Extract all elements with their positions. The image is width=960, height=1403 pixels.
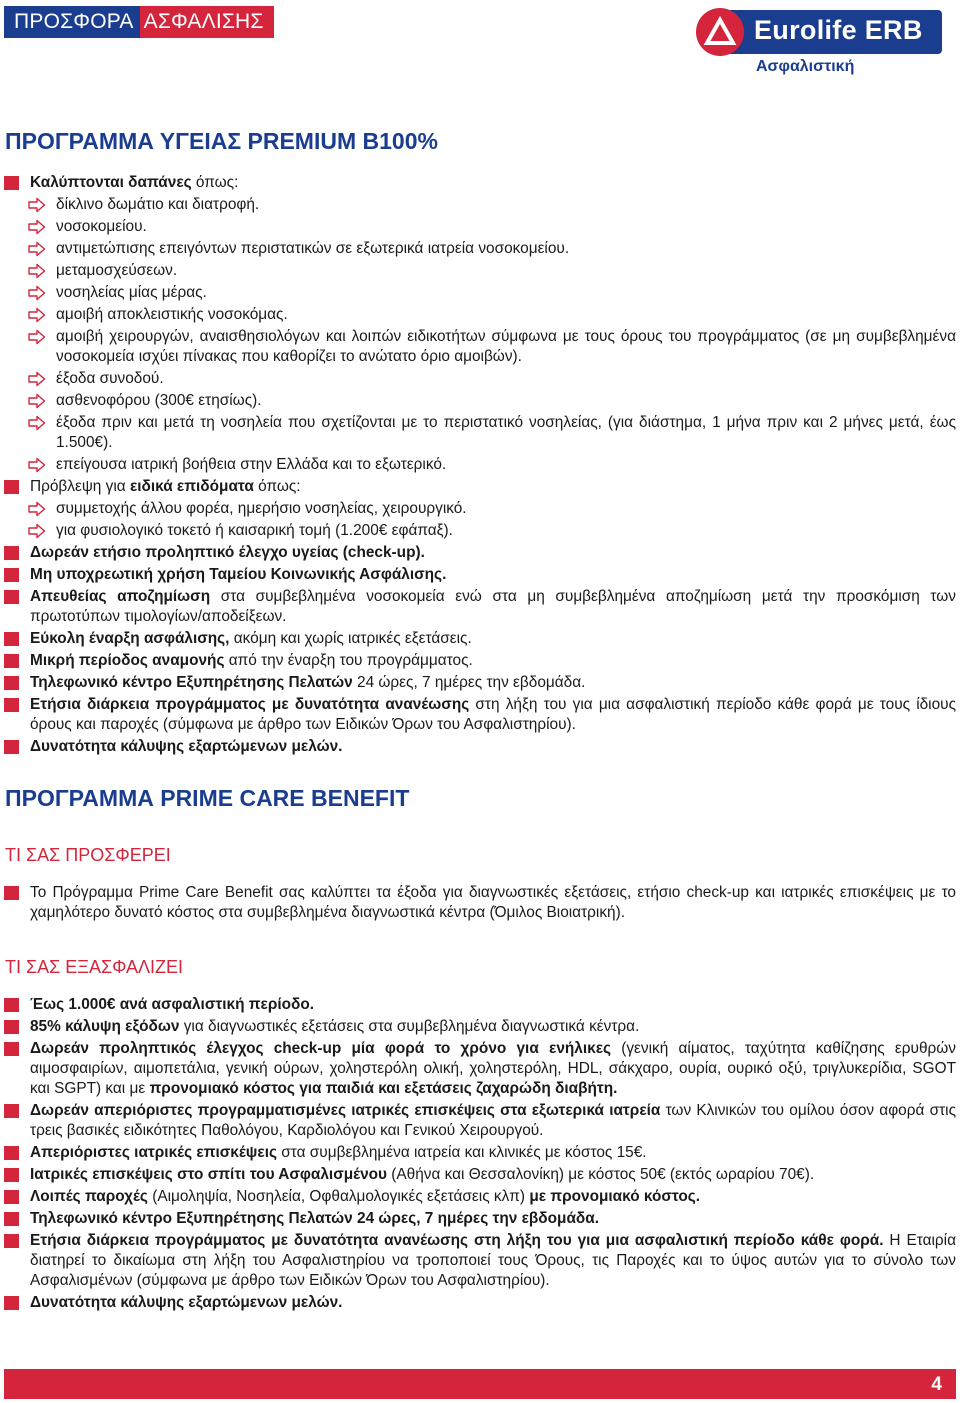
secures-heading: ΤΙ ΣΑΣ ΕΞΑΣΦΑΛΙΖΕΙ <box>5 957 183 977</box>
square-bullet-icon <box>4 1190 19 1204</box>
square-bullet-icon <box>4 590 19 604</box>
list-item: Έως 1.000€ ανά ασφαλιστική περίοδο. <box>4 995 956 1015</box>
sub-list-item-text: νοσοκομείου. <box>56 218 147 235</box>
page-number: 4 <box>931 1374 942 1395</box>
sub-list-item <box>4 327 956 367</box>
square-bullet-icon <box>4 546 19 560</box>
sub-list-item-text: έξοδα συνοδού. <box>56 370 164 387</box>
square-bullet-icon <box>4 998 19 1012</box>
list-item: Ιατρικές επισκέψεις στο σπίτι του Ασφαλισμένου (Αθήνα και Θεσσαλονίκη) με κόστος 50€ (εκτός ωραρίου 70€). <box>4 1165 956 1185</box>
arrow-bullet-icon <box>28 307 46 323</box>
sub-list-item-text: συμμετοχής άλλου φορέα, ημερήσιο νοσηλείας, χειρουργικό. <box>56 500 467 517</box>
square-bullet-icon <box>4 176 19 190</box>
list-item: Δωρεάν απεριόριστες προγραμματισμένες ιατρικές επισκέψεις στα εξωτερικά ιατρεία των Κλινικών του ομίλου όσον αφορά στις τρεις βασικές ειδικότητες Παθολόγου, Καρδιολόγου και Γενικού Χειρουργού. <box>4 1101 956 1141</box>
logo-emblem-icon <box>696 8 744 56</box>
sub-list-item <box>4 283 956 303</box>
arrow-bullet-icon <box>28 329 46 345</box>
arrow-bullet-icon <box>28 263 46 279</box>
square-bullet-icon <box>4 1146 19 1160</box>
sub-list-item-text: νοσηλείας μίας μέρας. <box>56 284 207 301</box>
eurolife-logo <box>696 8 946 78</box>
list-item: Απεριόριστες ιατρικές επισκέψεις στα συμβεβλημένα ιατρεία και κλινικές με κόστος 15€. <box>4 1143 956 1163</box>
square-bullet-icon <box>4 886 19 900</box>
banner-part-1: ΠΡΟΣΦΟΡΑ <box>4 6 140 38</box>
list-item: Δωρεάν ετήσιο προληπτικό έλεγχο υγείας (check-up). <box>4 543 956 563</box>
square-bullet-icon <box>4 480 19 494</box>
sub-list-item-text: δίκλινο δωμάτιο και διατροφή. <box>56 196 260 213</box>
sub-list-item <box>4 305 956 325</box>
sub-list-item-text: αντιμετώπισης επειγόντων περιστατικών σε εξωτερικά ιατρεία νοσοκομείου. <box>56 240 570 257</box>
sub-list-item-text: επείγουσα ιατρική βοήθεια στην Ελλάδα και το εξωτερικό. <box>56 456 447 473</box>
sub-list-item-text: αμοιβή αποκλειστικής νοσοκόμας. <box>56 306 288 323</box>
arrow-bullet-icon <box>28 523 46 539</box>
list-item: Το Πρόγραμμα Prime Care Benefit σας καλύπτει τα έξοδα για διαγνωστικές εξετάσεις, ετήσιο check-up και ιατρικές επισκέψεις με το χαμηλότερο δυνατό κόστος στα συμβεβλημένα διαγνωστικά κέντρα (Όμιλος Βιοιατρική). <box>4 883 956 923</box>
sub-list-item <box>4 521 956 541</box>
arrow-bullet-icon <box>28 457 46 473</box>
sub-list-item-text: αμοιβή χειρουργών, αναισθησιολόγων και λοιπών ειδικοτήτων σύμφωνα με τους όρους του προγράμματος (σε μη συμβεβλημένα νοσοκομεία ισχύει πίνακας που καθορίζει το ανώτατο όριο αμοιβών). <box>56 328 956 365</box>
sub-list-item <box>4 413 956 453</box>
arrow-bullet-icon <box>28 371 46 387</box>
arrow-bullet-icon <box>28 393 46 409</box>
arrow-bullet-icon <box>28 415 46 431</box>
list-item: Μικρή περίοδος αναμονής από την έναρξη του προγράμματος. <box>4 651 956 671</box>
arrow-bullet-icon <box>28 219 46 235</box>
sub-list-item <box>4 195 956 215</box>
square-bullet-icon <box>4 740 19 754</box>
sub-list-item-text: μεταμοσχεύσεων. <box>56 262 178 279</box>
square-bullet-icon <box>4 1168 19 1182</box>
arrow-bullet-icon <box>28 241 46 257</box>
list-item: Πρόβλεψη για ειδικά επιδόματα όπως: <box>4 477 956 497</box>
list-item: Μη υποχρεωτική χρήση Ταμείου Κοινωνικής Ασφάλισης. <box>4 565 956 585</box>
square-bullet-icon <box>4 1104 19 1118</box>
square-bullet-icon <box>4 632 19 646</box>
square-bullet-icon <box>4 1234 19 1248</box>
cover-items <box>4 195 956 475</box>
list-item: 85% κάλυψη εξόδων για διαγνωστικές εξετάσεις στα συμβεβλημένα διαγνωστικά κέντρα. <box>4 1017 956 1037</box>
arrow-bullet-icon <box>28 197 46 213</box>
section1-list <box>4 173 956 759</box>
benefit-items <box>4 499 956 541</box>
list-item: Λοιπές παροχές (Αιμοληψία, Νοσηλεία, Οφθαλμολογικές εξετάσεις κλπ) με προνομιακό κόστος. <box>4 1187 956 1207</box>
offers-list <box>4 883 956 925</box>
footer-bar <box>4 1369 956 1399</box>
arrow-bullet-icon <box>28 501 46 517</box>
square-bullet-icon <box>4 654 19 668</box>
sub-list-item <box>4 261 956 281</box>
list-item: Καλύπτονται δαπάνες όπως: <box>4 173 956 193</box>
list-item: Τηλεφωνικό κέντρο Εξυπηρέτησης Πελατών 24 ώρες, 7 ημέρες την εβδομάδα. <box>4 673 956 693</box>
list-item: Απευθείας αποζημίωση στα συμβεβλημένα νοσοκομεία ενώ στα μη συμβεβλημένα αποζημίωση μετά την προσκόμιση των πρωτοτύπων τιμολογίων/αποδείξεων. <box>4 587 956 627</box>
sub-list-item-text: έξοδα πριν και μετά τη νοσηλεία που σχετίζονται με το περιστατικό νοσηλείας, (για διάστημα, 1 μήνα πριν και 2 μήνες μετά, έως 1.500€). <box>56 414 956 451</box>
square-bullet-icon <box>4 1020 19 1034</box>
sub-list-item <box>4 369 956 389</box>
square-bullet-icon <box>4 1042 19 1056</box>
list-item: Δωρεάν προληπτικός έλεγχος check-up μία φορά το χρόνο για ενήλικες (γενική αίματος, ταχύτητα καθίζησης ερυθρών αιμοσφαιρίων, αιμοπετάλια, γενική ούρων, χοληστερόλη ολική, χοληστερόλη, HDL, σάκχαρο, ουρία, ουρικό οξύ, τριγλυκερίδια, SGOT και SGPT) και με προνομιακό κόστος για παιδιά και εξετάσεις ζαχαρώδη διαβήτη. <box>4 1039 956 1099</box>
logo-subtitle: Ασφαλιστική <box>756 58 855 75</box>
square-bullet-icon <box>4 1212 19 1226</box>
list-item: Δυνατότητα κάλυψης εξαρτώμενων μελών. <box>4 737 956 757</box>
list-item: Δυνατότητα κάλυψης εξαρτώμενων μελών. <box>4 1293 956 1313</box>
list-item: Εύκολη έναρξη ασφάλισης, ακόμη και χωρίς ιατρικές εξετάσεις. <box>4 629 956 649</box>
arrow-bullet-icon <box>28 285 46 301</box>
secures-list <box>4 995 956 1315</box>
offer-banner <box>4 6 274 38</box>
sub-list-item <box>4 239 956 259</box>
sub-list-item-text: για φυσιολογικό τοκετό ή καισαρική τομή (1.200€ εφάπαξ). <box>56 522 453 539</box>
banner-part-2: ΑΣΦΑΛΙΣΗΣ <box>140 6 274 38</box>
sub-list-item <box>4 455 956 475</box>
list-item: Τηλεφωνικό κέντρο Εξυπηρέτησης Πελατών 24 ώρες, 7 ημέρες την εβδομάδα. <box>4 1209 956 1229</box>
logo-text: Eurolife ERB <box>754 15 923 45</box>
square-bullet-icon <box>4 1296 19 1310</box>
list-item: Ετήσια διάρκεια προγράμματος με δυνατότητα ανανέωσης στη λήξη του για μια ασφαλιστική περίοδο κάθε φορά. Η Εταιρία διατηρεί το δικαίωμα στη λήξη του Ασφαλιστηρίου να τροποποιεί τους Όρους, τις Παροχές και το ύψος αυτών για το σύνολο των Ασφαλισμένων (σύμφωνα με άρθρο των Ειδικών Όρων του Ασφαλιστηρίου). <box>4 1231 956 1291</box>
sub-list-item <box>4 499 956 519</box>
list-item: Ετήσια διάρκεια προγράμματος με δυνατότητα ανανέωσης στη λήξη του για μια ασφαλιστική περίοδο κάθε φορά με τους ίδιους όρους και παροχές (σύμφωνα με άρθρο των Ειδικών Όρων του Ασφαλιστηρίου). <box>4 695 956 735</box>
square-bullet-icon <box>4 676 19 690</box>
section2-title: ΠΡΟΓΡΑΜΜΑ PRIME CARE BENEFIT <box>5 785 410 811</box>
square-bullet-icon <box>4 698 19 712</box>
section1-title: ΠΡΟΓΡΑΜΜΑ ΥΓΕΙΑΣ PREMIUM B100% <box>5 128 438 154</box>
square-bullet-icon <box>4 568 19 582</box>
offers-heading: ΤΙ ΣΑΣ ΠΡΟΣΦΕΡΕΙ <box>5 845 171 865</box>
sub-list-item <box>4 217 956 237</box>
sub-list-item <box>4 391 956 411</box>
sub-list-item-text: ασθενοφόρου (300€ ετησίως). <box>56 392 262 409</box>
